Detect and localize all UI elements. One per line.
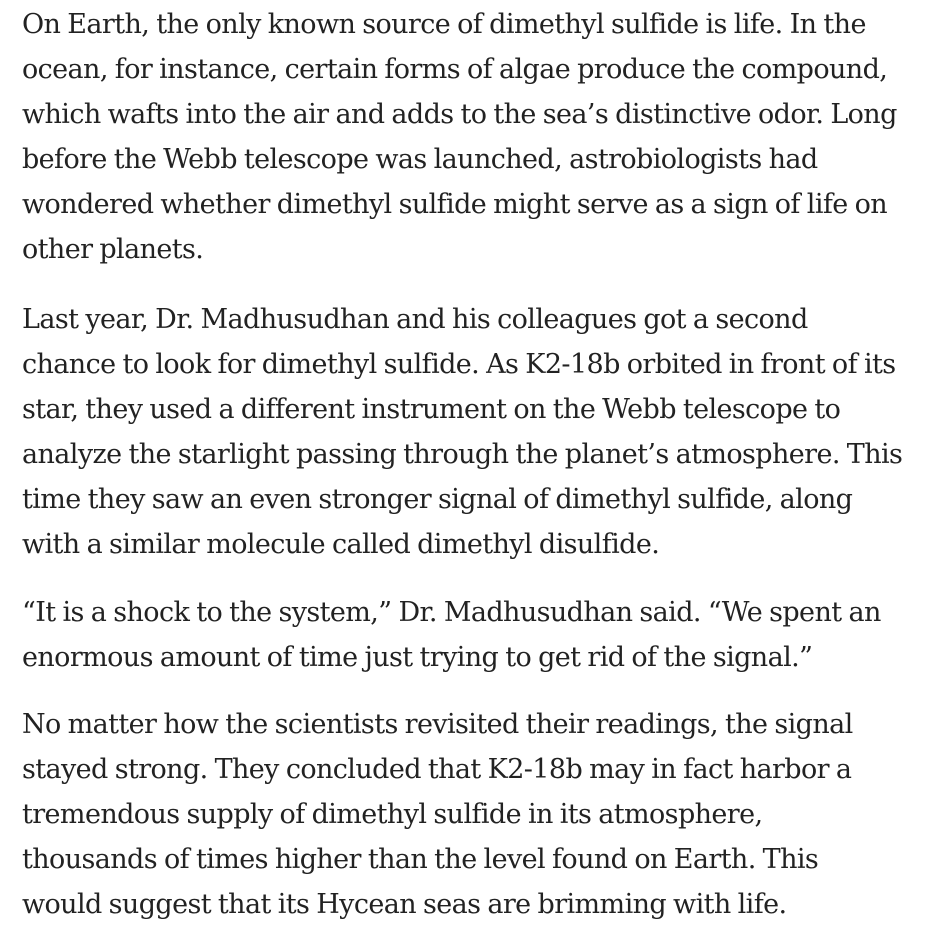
text-line: chance to look for dimethyl sulfide. As K2-18b orbited in front of its (22, 349, 896, 380)
text-line: enormous amount of time just trying to get rid of the signal.” (22, 642, 813, 673)
text-line: stayed strong. They concluded that K2-18b may in fact harbor a (22, 754, 852, 785)
text-line: time they saw an even stronger signal of dimethyl sulfide, along (22, 484, 853, 515)
text-line: star, they used a different instrument on the Webb telescope to (22, 394, 841, 425)
paragraph (22, 2, 897, 272)
text-line: ocean, for instance, certain forms of algae produce the compound, (22, 54, 888, 85)
text-line: “It is a shock to the system,” Dr. Madhusudhan said. “We spent an (22, 597, 881, 628)
text-line: On Earth, the only known source of dimethyl sulfide is life. In the (22, 9, 866, 40)
text-line: which wafts into the air and adds to the sea’s distinctive odor. Long (22, 99, 897, 130)
text-line: tremendous supply of dimethyl sulfide in its atmosphere, (22, 799, 763, 830)
text-line: wondered whether dimethyl sulfide might serve as a sign of life on (22, 189, 888, 220)
paragraph (22, 702, 853, 927)
paragraph (22, 590, 881, 680)
text-line: with a similar molecule called dimethyl disulfide. (22, 529, 660, 560)
text-line: would suggest that its Hycean seas are brimming with life. (22, 889, 787, 920)
text-line: other planets. (22, 234, 204, 265)
paragraph (22, 297, 902, 567)
text-line: analyze the starlight passing through the planet’s atmosphere. This (22, 439, 903, 470)
text-line: before the Webb telescope was launched, astrobiologists had (22, 144, 818, 175)
text-line: No matter how the scientists revisited their readings, the signal (22, 709, 853, 740)
text-line: thousands of times higher than the level found on Earth. This (22, 844, 819, 875)
text-line: Last year, Dr. Madhusudhan and his colleagues got a second (22, 304, 808, 335)
